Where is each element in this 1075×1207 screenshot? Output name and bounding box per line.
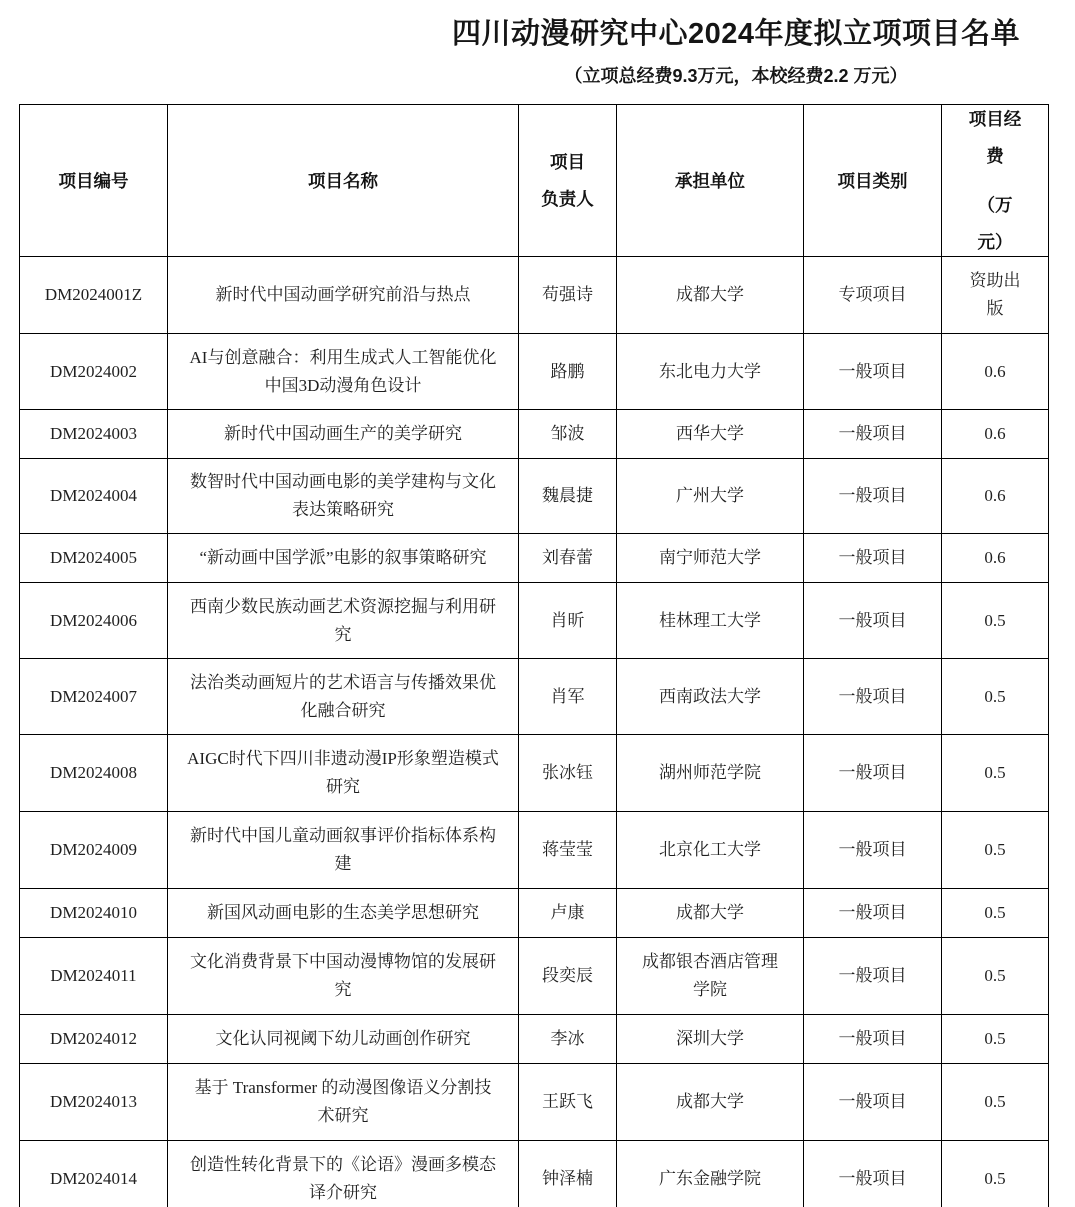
cell-project-id: DM2024002	[20, 334, 168, 410]
table-row	[20, 583, 1049, 659]
cell-project-id: DM2024004	[20, 459, 168, 534]
cell-organization: 西华大学	[617, 410, 804, 459]
cell-project-name: 文化消费背景下中国动漫博物馆的发展研究	[168, 938, 519, 1015]
cell-project-id: DM2024008	[20, 735, 168, 812]
cell-organization: 湖州师范学院	[617, 735, 804, 812]
cell-category: 一般项目	[804, 659, 942, 735]
cell-funding: 0.5	[942, 1141, 1049, 1207]
cell-category: 一般项目	[804, 459, 942, 534]
cell-funding: 0.5	[942, 812, 1049, 889]
table-body	[20, 257, 1049, 1207]
table-row	[20, 257, 1049, 334]
cell-project-leader: 邹波	[519, 410, 617, 459]
table-row	[20, 459, 1049, 534]
page-title: 四川动漫研究中心2024年度拟立项项目名单	[451, 18, 1020, 50]
cell-category: 一般项目	[804, 889, 942, 938]
table-row	[20, 1064, 1049, 1141]
cell-project-leader: 肖军	[519, 659, 617, 735]
cell-organization: 广东金融学院	[617, 1141, 804, 1207]
cell-project-id: DM2024007	[20, 659, 168, 735]
cell-category: 一般项目	[804, 735, 942, 812]
cell-project-id: DM2024014	[20, 1141, 168, 1207]
cell-category: 一般项目	[804, 410, 942, 459]
cell-project-id: DM2024001Z	[20, 257, 168, 334]
cell-project-name: 西南少数民族动画艺术资源挖掘与利用研究	[168, 583, 519, 659]
table-header-row	[20, 105, 1049, 257]
table-row	[20, 889, 1049, 938]
col-header-project-name: 项目名称	[168, 105, 519, 257]
projects-table	[19, 104, 1049, 1207]
document-heading	[400, 12, 1072, 90]
cell-project-name: AIGC时代下四川非遗动漫IP形象塑造模式研究	[168, 735, 519, 812]
cell-project-id: DM2024012	[20, 1015, 168, 1064]
cell-organization: 南宁师范大学	[617, 534, 804, 583]
page-subtitle: （立项总经费9.3万元，本校经费2.2 万元）	[564, 66, 908, 86]
cell-funding: 0.5	[942, 938, 1049, 1015]
cell-funding: 0.5	[942, 659, 1049, 735]
cell-project-name: 创造性转化背景下的《论语》漫画多模态译介研究	[168, 1141, 519, 1207]
cell-project-leader: 路鹏	[519, 334, 617, 410]
cell-project-id: DM2024010	[20, 889, 168, 938]
cell-funding: 0.6	[942, 410, 1049, 459]
cell-project-name: 基于 Transformer 的动漫图像语义分割技术研究	[168, 1064, 519, 1141]
table-row	[20, 410, 1049, 459]
cell-organization: 成都大学	[617, 1064, 804, 1141]
col-header-organization: 承担单位	[617, 105, 804, 257]
cell-project-leader: 魏晨捷	[519, 459, 617, 534]
col-header-project-leader: 项目 负责人	[519, 105, 617, 257]
cell-category: 一般项目	[804, 334, 942, 410]
cell-organization: 成都大学	[617, 257, 804, 334]
cell-organization: 成都大学	[617, 889, 804, 938]
cell-project-leader: 卢康	[519, 889, 617, 938]
cell-organization: 桂林理工大学	[617, 583, 804, 659]
cell-category: 一般项目	[804, 583, 942, 659]
cell-category: 一般项目	[804, 938, 942, 1015]
cell-project-leader: 王跃飞	[519, 1064, 617, 1141]
cell-organization: 广州大学	[617, 459, 804, 534]
table-row	[20, 1141, 1049, 1207]
cell-project-leader: 钟泽楠	[519, 1141, 617, 1207]
cell-funding: 资助出版	[942, 257, 1049, 334]
cell-project-id: DM2024011	[20, 938, 168, 1015]
cell-project-id: DM2024003	[20, 410, 168, 459]
cell-project-name: 新时代中国动画生产的美学研究	[168, 410, 519, 459]
cell-funding: 0.6	[942, 534, 1049, 583]
table-row	[20, 659, 1049, 735]
cell-funding: 0.5	[942, 889, 1049, 938]
cell-project-leader: 肖昕	[519, 583, 617, 659]
cell-organization: 西南政法大学	[617, 659, 804, 735]
cell-project-name: 新国风动画电影的生态美学思想研究	[168, 889, 519, 938]
cell-funding: 0.6	[942, 459, 1049, 534]
cell-funding: 0.6	[942, 334, 1049, 410]
table-row	[20, 1015, 1049, 1064]
cell-category: 一般项目	[804, 812, 942, 889]
cell-category: 专项项目	[804, 257, 942, 334]
cell-project-name: 法治类动画短片的艺术语言与传播效果优化融合研究	[168, 659, 519, 735]
cell-project-leader: 段奕辰	[519, 938, 617, 1015]
cell-project-id: DM2024005	[20, 534, 168, 583]
cell-project-name: 新时代中国儿童动画叙事评价指标体系构建	[168, 812, 519, 889]
table-row	[20, 735, 1049, 812]
cell-organization: 深圳大学	[617, 1015, 804, 1064]
table-row	[20, 812, 1049, 889]
cell-project-name: “新动画中国学派”电影的叙事策略研究	[168, 534, 519, 583]
col-header-project-id: 项目编号	[20, 105, 168, 257]
cell-project-name: 文化认同视阈下幼儿动画创作研究	[168, 1015, 519, 1064]
cell-category: 一般项目	[804, 534, 942, 583]
cell-funding: 0.5	[942, 735, 1049, 812]
cell-project-leader: 刘春蕾	[519, 534, 617, 583]
cell-project-name: 新时代中国动画学研究前沿与热点	[168, 257, 519, 334]
cell-organization: 东北电力大学	[617, 334, 804, 410]
cell-project-id: DM2024013	[20, 1064, 168, 1141]
cell-category: 一般项目	[804, 1064, 942, 1141]
cell-project-leader: 张冰钰	[519, 735, 617, 812]
cell-project-leader: 蒋莹莹	[519, 812, 617, 889]
cell-category: 一般项目	[804, 1015, 942, 1064]
cell-project-name: AI与创意融合：利用生成式人工智能优化中国3D动漫角色设计	[168, 334, 519, 410]
col-header-funding: 项目经 费 （万 元）	[942, 105, 1049, 257]
cell-project-id: DM2024009	[20, 812, 168, 889]
col-header-category: 项目类别	[804, 105, 942, 257]
table-row	[20, 534, 1049, 583]
cell-category: 一般项目	[804, 1141, 942, 1207]
cell-organization: 北京化工大学	[617, 812, 804, 889]
cell-funding: 0.5	[942, 1015, 1049, 1064]
cell-project-id: DM2024006	[20, 583, 168, 659]
cell-project-leader: 苟强诗	[519, 257, 617, 334]
cell-funding: 0.5	[942, 1064, 1049, 1141]
cell-funding: 0.5	[942, 583, 1049, 659]
cell-project-name: 数智时代中国动画电影的美学建构与文化表达策略研究	[168, 459, 519, 534]
table-row	[20, 334, 1049, 410]
cell-organization: 成都银杏酒店管理学院	[617, 938, 804, 1015]
table-row	[20, 938, 1049, 1015]
cell-project-leader: 李冰	[519, 1015, 617, 1064]
